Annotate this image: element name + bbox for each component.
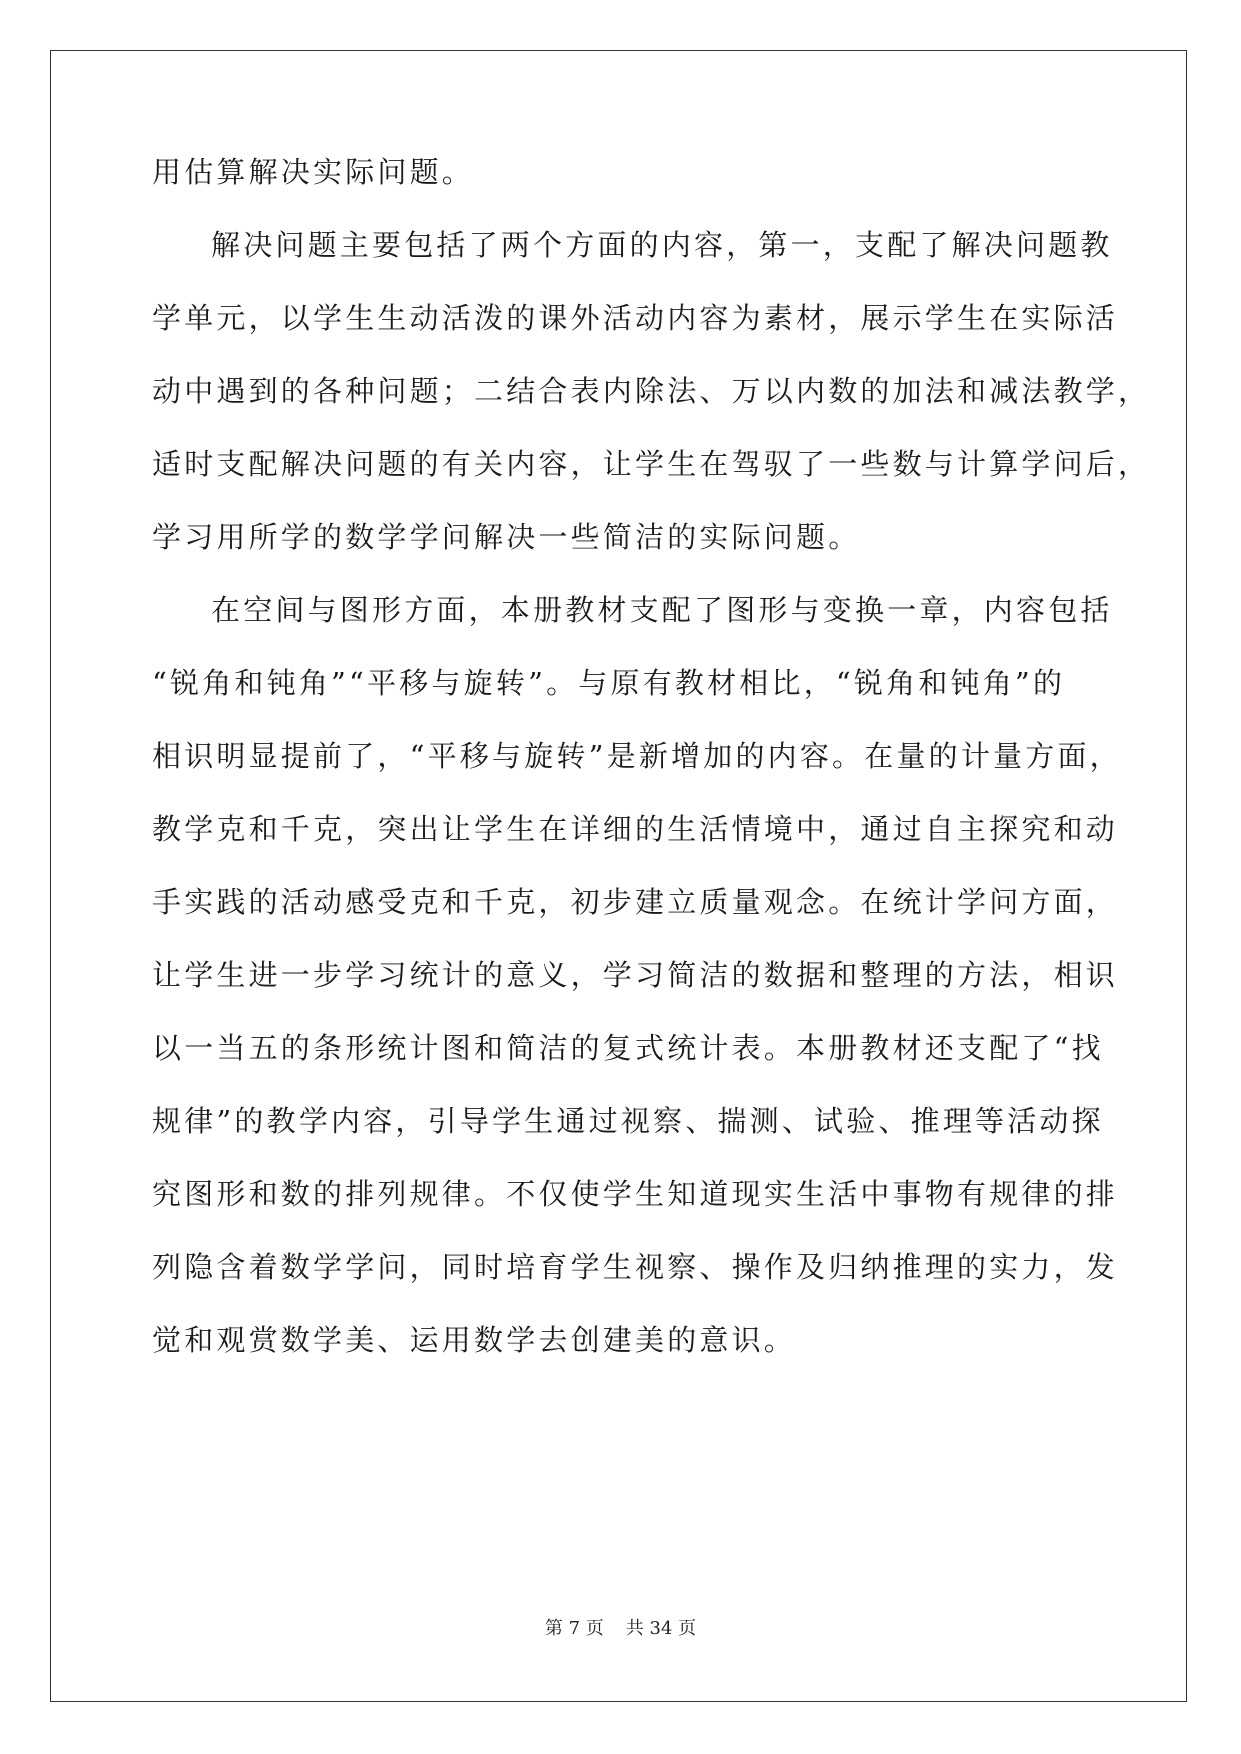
page-total: 共 34 页 xyxy=(625,1618,697,1639)
text-line: 学单元，以学生生动活泼的课外活动内容为素材，展示学生在实际活 xyxy=(152,301,1119,335)
text-line: 究图形和数的排列规律。不仅使学生知道现实生活中事物有规律的排 xyxy=(152,1177,1119,1211)
paragraph-start-line: 解决问题主要包括了两个方面的内容，第一，支配了解决问题教 xyxy=(211,228,1113,262)
page-number: 第 7 页 xyxy=(544,1618,604,1639)
text-line: 教学克和千克，突出让学生在详细的生活情境中，通过自主探究和动 xyxy=(152,812,1119,846)
text-line: 让学生进一步学习统计的意义，学习简洁的数据和整理的方法，相识 xyxy=(152,958,1119,992)
text-line: 以一当五的条形统计图和简洁的复式统计表。本册教材还支配了“找 xyxy=(152,1031,1104,1065)
text-line: 觉和观赏数学美、运用数学去创建美的意识。 xyxy=(152,1323,797,1357)
page-footer xyxy=(0,1614,1241,1640)
text-line: 规律”的教学内容，引导学生通过视察、揣测、试验、推理等活动探 xyxy=(152,1104,1104,1138)
text-line: 列隐含着数学学问，同时培育学生视察、操作及归纳推理的实力，发 xyxy=(152,1250,1119,1284)
text-line: 学习用所学的数学学问解决一些简洁的实际问题。 xyxy=(152,520,861,554)
text-line: 用估算解决实际问题。 xyxy=(152,155,475,189)
text-line: 手实践的活动感受克和千克，初步建立质量观念。在统计学问方面， xyxy=(152,885,1119,919)
text-line: 相识明显提前了，“平移与旋转”是新增加的内容。在量的计量方面， xyxy=(152,739,1122,773)
text-line: “锐角和钝角”“平移与旋转”。与原有教材相比，“锐角和钝角”的 xyxy=(152,666,1066,700)
text-line: 动中遇到的各种问题；二结合表内除法、万以内数的加法和减法教学， xyxy=(152,374,1151,408)
paragraph-start-line: 在空间与图形方面，本册教材支配了图形与变换一章，内容包括 xyxy=(211,593,1113,627)
text-line: 适时支配解决问题的有关内容，让学生在驾驭了一些数与计算学问后， xyxy=(152,447,1151,481)
